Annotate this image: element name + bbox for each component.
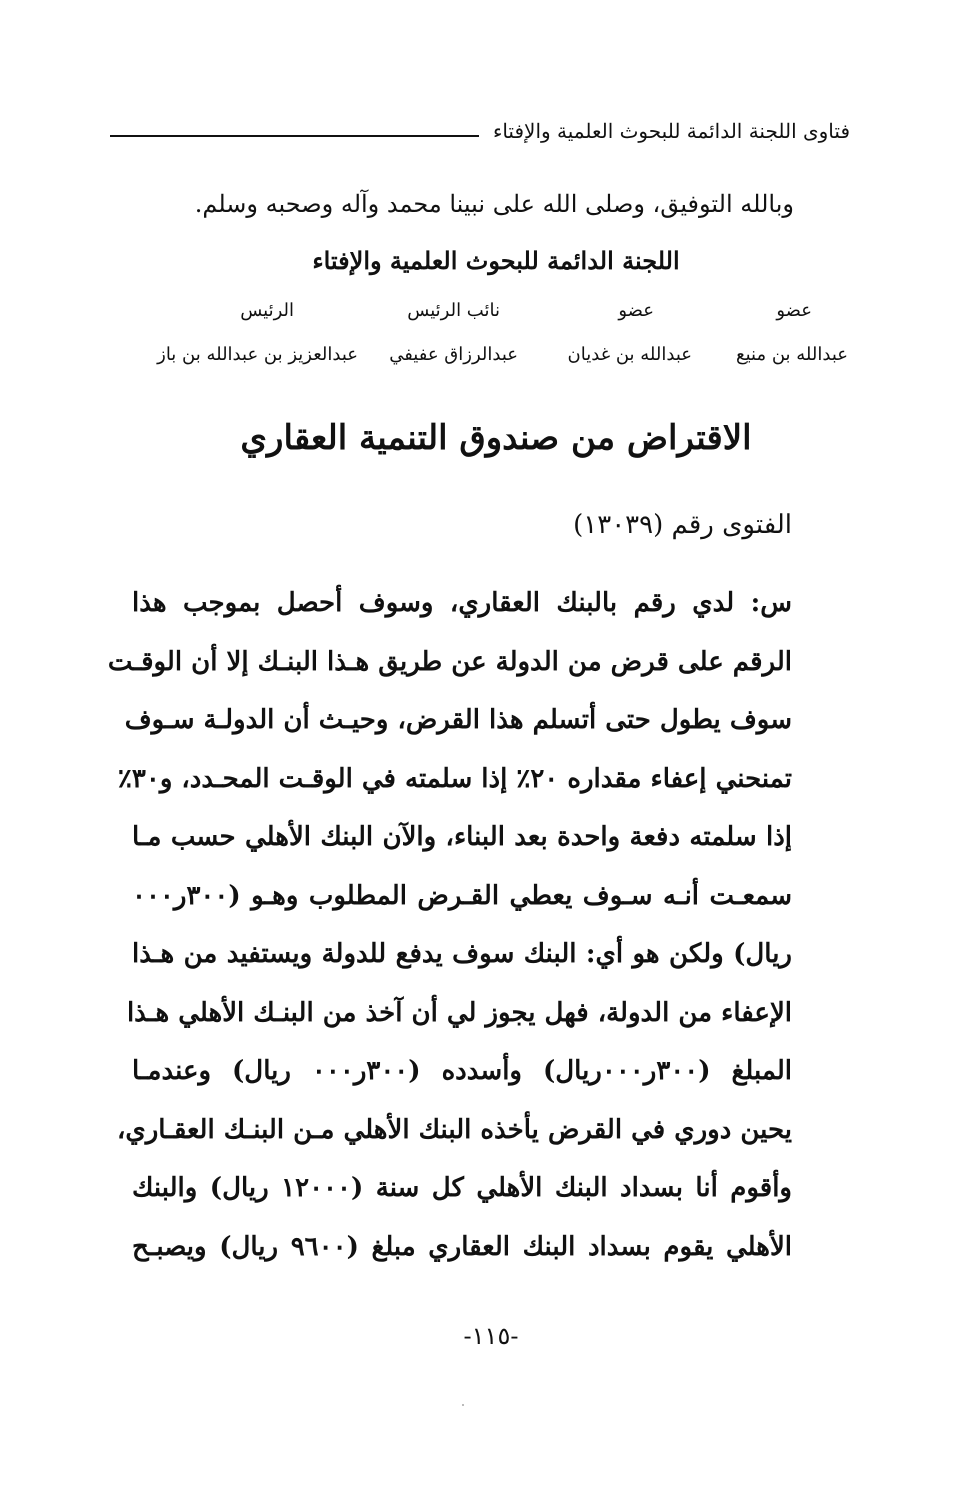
running-title: فتاوى اللجنة الدائمة للبحوث العلمية والإفتاء	[492, 119, 850, 143]
text-line: سمعـت أنـه سـوف يعطي القـرض المطلوب وهـو (٣٠٠ر٠٠٠	[132, 880, 792, 911]
text-line: وأقوم أنا بسداد البنك الأهلي كل سنة (١٢٠٠٠ ريال) والبنك	[132, 1173, 792, 1203]
text-line: إذا سلمته دفعة واحدة بعد البناء، والآن البنك الأهلي حسب مـا	[132, 822, 792, 852]
signatory-names	[0, 344, 962, 374]
question-text	[107, 574, 792, 1276]
role-vice-president: نائب الرئيس	[407, 300, 500, 321]
signatory-roles	[0, 300, 962, 330]
name-president: عبدالعزيز بن عبدالله بن باز	[157, 344, 358, 365]
role-member-1: عضو	[776, 300, 812, 321]
text-line: سوف يطول حتى أتسلم هذا القرض، وحيـث أن الدولـة سـوف	[124, 705, 792, 735]
text-line: الرقم على قرض من الدولة عن طريق هـذا البنـك إلا أن الوقـت	[107, 646, 792, 677]
name-vice-president: عبدالرزاق عفيفي	[389, 344, 518, 365]
text-line: س: لدي رقم بالبنك العقاري، وسوف أحصل بموجب هذا	[132, 588, 792, 618]
text-line: ريال) ولكن هو أي: البنك سوف يدفع للدولة ويستفيد من هـذا	[132, 939, 792, 969]
role-president: الرئيس	[240, 300, 294, 321]
text-line: الأهلي يقوم بسداد البنك العقاري مبلغ (٩٦٠٠ ريال) ويصبـح	[132, 1231, 792, 1262]
fatwa-heading: الاقتراض من صندوق التنمية العقاري	[240, 418, 752, 458]
name-member-2: عبدالله بن غديان	[567, 344, 692, 365]
fatwa-number: الفتوى رقم (١٣٠٣٩)	[573, 510, 792, 540]
text-line: تمنحني إعفاء مقداره ٢٠٪ إذا سلمته في الوقـت المحـدد، و٣٠٪	[117, 763, 792, 794]
closing-formula: وبالله التوفيق، وصلى الله على نبينا محمد وآله وصحبه وسلم.	[194, 190, 794, 218]
role-member-2: عضو	[618, 300, 654, 321]
running-header	[110, 114, 850, 148]
page-number: -١١٥-	[463, 1322, 519, 1350]
text-line: الإعفاء من الدولة، فهل يجوز لي أن آخذ من البنـك الأهلي هـذا	[126, 997, 792, 1028]
text-line: يحين دوري في القرض يأخذه البنك الأهلي مـن البنـك العقـاري،	[116, 1114, 792, 1145]
committee-title: اللجنة الدائمة للبحوث العلمية والإفتاء	[312, 246, 680, 275]
text-line: المبلغ (٣٠٠ر٠٠٠ريال) وأسدده (٣٠٠ر٠٠٠ ريال) وعندمـا	[132, 1056, 792, 1086]
header-rule	[110, 135, 479, 137]
scan-speck	[462, 1404, 464, 1406]
name-member-1: عبدالله بن منيع	[736, 344, 848, 365]
